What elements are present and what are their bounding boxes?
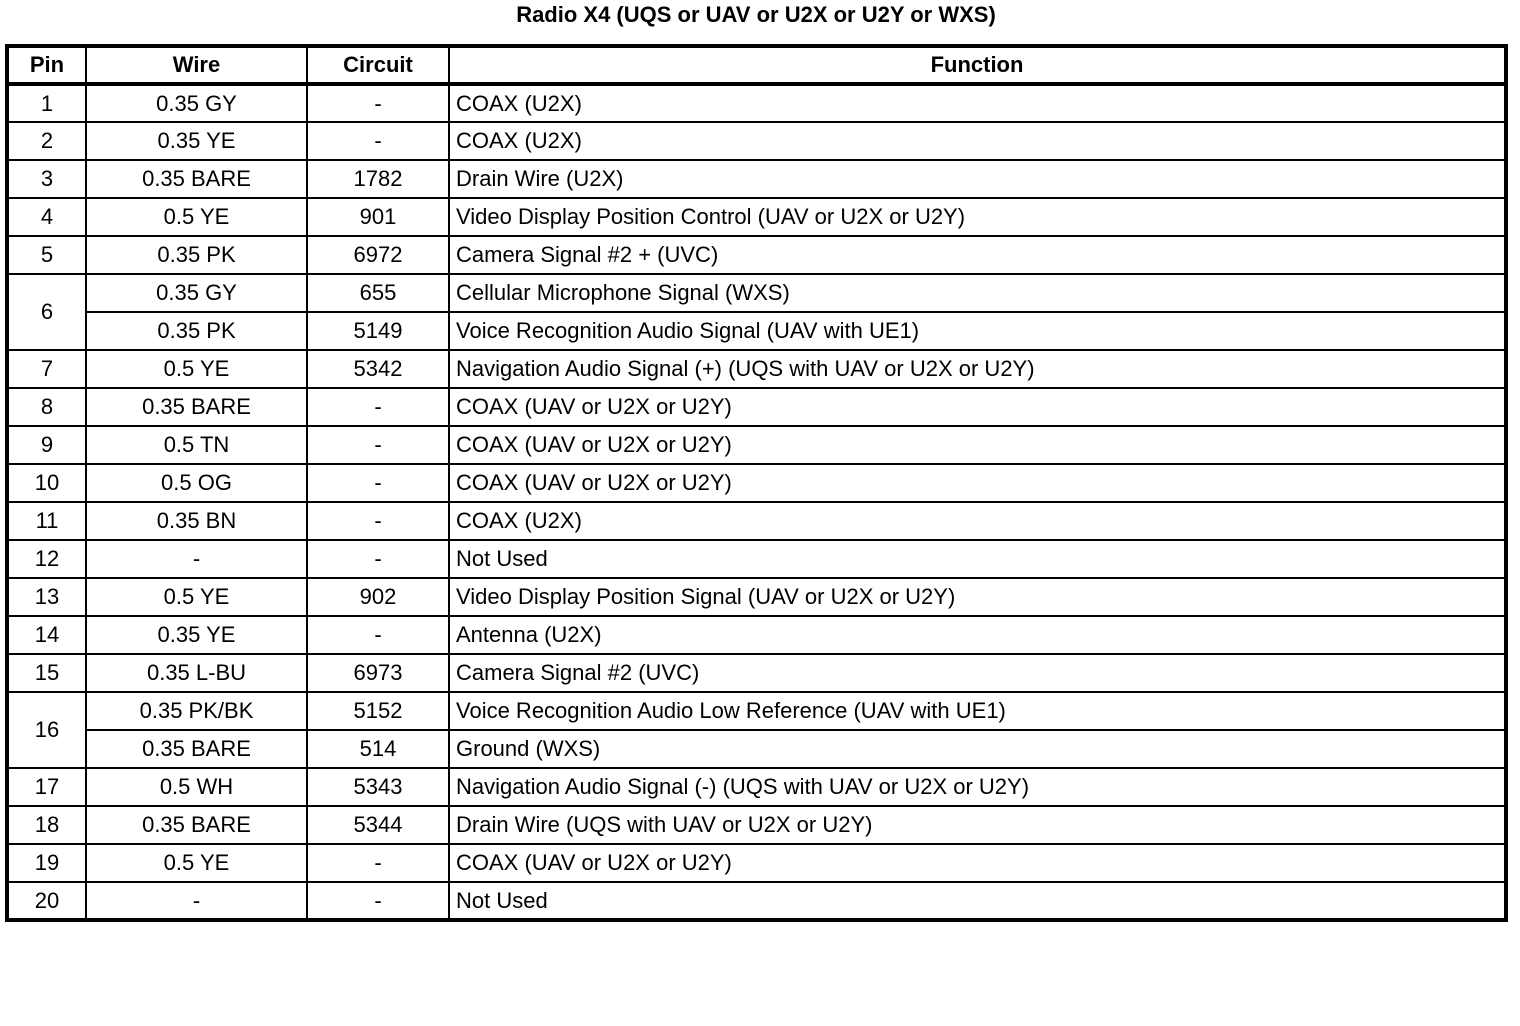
- circuit-cell: -: [307, 502, 449, 540]
- circuit-cell: 5342: [307, 350, 449, 388]
- pin-cell: 19: [7, 844, 86, 882]
- pin-cell: 16: [7, 692, 86, 768]
- pin-cell: 12: [7, 540, 86, 578]
- table-row: [7, 578, 1506, 616]
- wire-cell: 0.35 YE: [86, 122, 307, 160]
- function-cell: Drain Wire (U2X): [449, 160, 1506, 198]
- circuit-cell: 5149: [307, 312, 449, 350]
- table-row: [7, 122, 1506, 160]
- table-row: [7, 540, 1506, 578]
- wire-cell: 0.35 BN: [86, 502, 307, 540]
- function-cell: Navigation Audio Signal (-) (UQS with UAV or U2X or U2Y): [449, 768, 1506, 806]
- table-row: [7, 692, 1506, 730]
- function-cell: COAX (U2X): [449, 122, 1506, 160]
- wire-cell: -: [86, 882, 307, 920]
- table-row: [7, 882, 1506, 920]
- function-cell: Cellular Microphone Signal (WXS): [449, 274, 1506, 312]
- circuit-cell: 901: [307, 198, 449, 236]
- function-cell: Ground (WXS): [449, 730, 1506, 768]
- wire-cell: -: [86, 540, 307, 578]
- wire-cell: 0.35 BARE: [86, 388, 307, 426]
- circuit-cell: -: [307, 616, 449, 654]
- circuit-cell: -: [307, 882, 449, 920]
- function-cell: Voice Recognition Audio Low Reference (UAV with UE1): [449, 692, 1506, 730]
- wire-cell: 0.5 YE: [86, 198, 307, 236]
- circuit-cell: -: [307, 388, 449, 426]
- function-cell: COAX (U2X): [449, 502, 1506, 540]
- table-row: [7, 84, 1506, 122]
- pin-cell: 10: [7, 464, 86, 502]
- circuit-cell: 5152: [307, 692, 449, 730]
- table-row: [7, 616, 1506, 654]
- wire-cell: 0.35 BARE: [86, 730, 307, 768]
- circuit-cell: 5343: [307, 768, 449, 806]
- function-cell: Drain Wire (UQS with UAV or U2X or U2Y): [449, 806, 1506, 844]
- table-row: [7, 502, 1506, 540]
- table-row: [7, 844, 1506, 882]
- column-header-wire: Wire: [86, 46, 307, 84]
- circuit-cell: -: [307, 464, 449, 502]
- circuit-cell: -: [307, 844, 449, 882]
- wire-cell: 0.5 YE: [86, 844, 307, 882]
- wire-cell: 0.5 OG: [86, 464, 307, 502]
- pin-cell: 8: [7, 388, 86, 426]
- function-cell: Not Used: [449, 540, 1506, 578]
- table-row: [7, 236, 1506, 274]
- circuit-cell: -: [307, 84, 449, 122]
- table-row: [7, 654, 1506, 692]
- wire-cell: 0.5 TN: [86, 426, 307, 464]
- function-cell: Camera Signal #2 (UVC): [449, 654, 1506, 692]
- function-cell: COAX (U2X): [449, 84, 1506, 122]
- pin-cell: 3: [7, 160, 86, 198]
- table-row: [7, 160, 1506, 198]
- circuit-cell: 514: [307, 730, 449, 768]
- connector-pinout-table: [5, 44, 1508, 922]
- pin-cell: 4: [7, 198, 86, 236]
- circuit-cell: 1782: [307, 160, 449, 198]
- wire-cell: 0.35 GY: [86, 84, 307, 122]
- pin-cell: 6: [7, 274, 86, 350]
- table-row: [7, 730, 1506, 768]
- wire-cell: 0.5 YE: [86, 350, 307, 388]
- pin-cell: 15: [7, 654, 86, 692]
- table-row: [7, 464, 1506, 502]
- page-title: Radio X4 (UQS or UAV or U2X or U2Y or WXS): [516, 2, 996, 27]
- function-cell: COAX (UAV or U2X or U2Y): [449, 464, 1506, 502]
- circuit-cell: 655: [307, 274, 449, 312]
- circuit-cell: 5344: [307, 806, 449, 844]
- wire-cell: 0.35 L-BU: [86, 654, 307, 692]
- column-header-function: Function: [449, 46, 1506, 84]
- pin-cell: 14: [7, 616, 86, 654]
- column-header-circuit: Circuit: [307, 46, 449, 84]
- circuit-cell: 6972: [307, 236, 449, 274]
- table-header-row: [7, 46, 1506, 84]
- column-header-pin: Pin: [7, 46, 86, 84]
- pin-cell: 1: [7, 84, 86, 122]
- pin-cell: 7: [7, 350, 86, 388]
- pin-cell: 5: [7, 236, 86, 274]
- wire-cell: 0.5 WH: [86, 768, 307, 806]
- function-cell: Video Display Position Control (UAV or U2X or U2Y): [449, 198, 1506, 236]
- function-cell: Video Display Position Signal (UAV or U2X or U2Y): [449, 578, 1506, 616]
- wire-cell: 0.35 GY: [86, 274, 307, 312]
- pin-cell: 2: [7, 122, 86, 160]
- table-row: [7, 274, 1506, 312]
- pin-cell: 13: [7, 578, 86, 616]
- wire-cell: 0.35 YE: [86, 616, 307, 654]
- function-cell: Camera Signal #2 + (UVC): [449, 236, 1506, 274]
- function-cell: Voice Recognition Audio Signal (UAV with UE1): [449, 312, 1506, 350]
- table-row: [7, 350, 1506, 388]
- pin-cell: 18: [7, 806, 86, 844]
- function-cell: Not Used: [449, 882, 1506, 920]
- function-cell: COAX (UAV or U2X or U2Y): [449, 844, 1506, 882]
- wire-cell: 0.35 PK: [86, 312, 307, 350]
- table-row: [7, 806, 1506, 844]
- wire-cell: 0.35 PK: [86, 236, 307, 274]
- pin-cell: 20: [7, 882, 86, 920]
- table-row: [7, 768, 1506, 806]
- wire-cell: 0.5 YE: [86, 578, 307, 616]
- function-cell: Antenna (U2X): [449, 616, 1506, 654]
- wire-cell: 0.35 BARE: [86, 806, 307, 844]
- circuit-cell: -: [307, 122, 449, 160]
- circuit-cell: -: [307, 426, 449, 464]
- pin-cell: 17: [7, 768, 86, 806]
- wire-cell: 0.35 PK/BK: [86, 692, 307, 730]
- function-cell: COAX (UAV or U2X or U2Y): [449, 388, 1506, 426]
- circuit-cell: 6973: [307, 654, 449, 692]
- circuit-cell: 902: [307, 578, 449, 616]
- pin-cell: 11: [7, 502, 86, 540]
- pin-cell: 9: [7, 426, 86, 464]
- table-row: [7, 388, 1506, 426]
- function-cell: Navigation Audio Signal (+) (UQS with UAV or U2X or U2Y): [449, 350, 1506, 388]
- table-row: [7, 312, 1506, 350]
- table-row: [7, 426, 1506, 464]
- table-row: [7, 198, 1506, 236]
- wire-cell: 0.35 BARE: [86, 160, 307, 198]
- function-cell: COAX (UAV or U2X or U2Y): [449, 426, 1506, 464]
- circuit-cell: -: [307, 540, 449, 578]
